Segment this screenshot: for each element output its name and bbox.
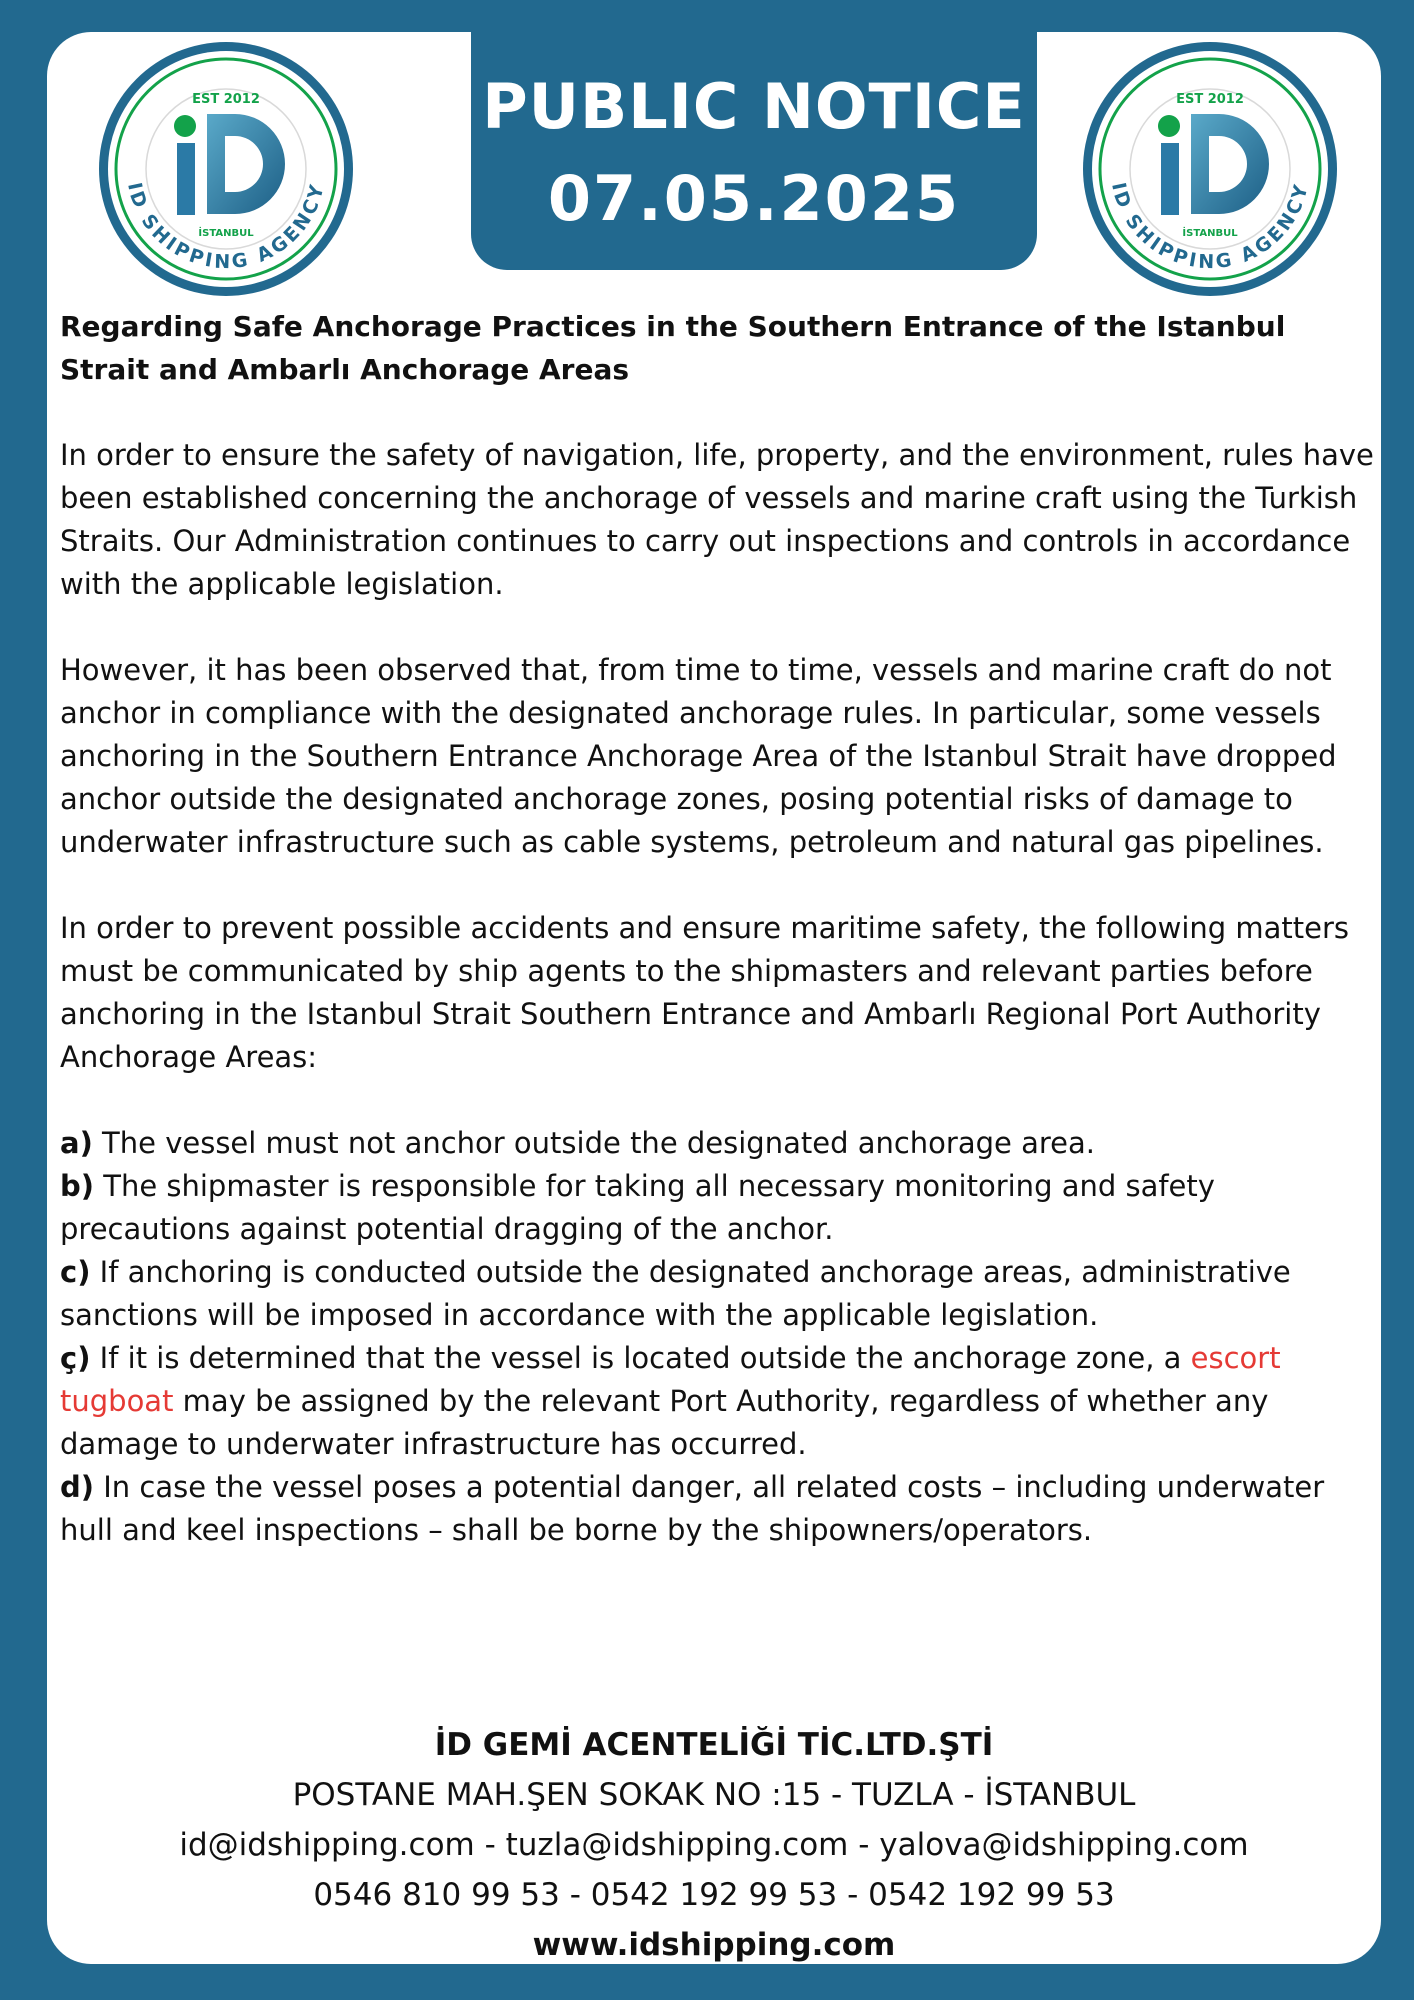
notice-paragraph: In order to prevent possible accidents and ensure maritime safety, the following matters must be communicated by ship agents to the shipmasters and relevant parties before anchoring in the Istanbul Strait Southern Entrance and Ambarlı Regional Port Authority Anchorage Areas: — [60, 911, 1350, 1074]
notice-body — [60, 305, 1380, 1552]
logo-name-text: ID SHIPPING AGENCY — [123, 180, 330, 274]
contact-footer — [47, 1720, 1381, 1970]
notice-title: PUBLIC NOTICE — [482, 70, 1026, 143]
company-logo-right — [1081, 40, 1339, 298]
rule-text: In case the vessel poses a potential danger, all related costs – including underwater hull and keel inspections – shall be borne by the shipowners/operators. — [60, 1470, 1325, 1547]
rule-label: c) — [60, 1255, 91, 1289]
logo-est-text: EST 2012 — [1176, 92, 1244, 107]
notice-subject: Regarding Safe Anchorage Practices in the Southern Entrance of the Istanbul Strait and Ambarlı Anchorage Areas — [60, 310, 1286, 386]
rule-item-c-cedilla — [60, 1337, 1380, 1466]
company-address: POSTANE MAH.ŞEN SOKAK NO :15 - TUZLA - İSTANBUL — [292, 1777, 1136, 1813]
notice-paragraph: However, it has been observed that, from time to time, vessels and marine craft do not anchor in compliance with the designated anchorage rules. In particular, some vessels anchoring in the Southern Entrance Anchorage Area of the Istanbul Strait have dropped anchor outside the designated anchorage zones, posing potential risks of damage to underwater infrastructure such as cable systems, petroleum and natural gas pipelines. — [60, 653, 1337, 859]
company-phones: 0546 810 99 53 - 0542 192 99 53 - 0542 192 99 53 — [313, 1877, 1115, 1913]
rule-label: a) — [60, 1126, 93, 1160]
rule-label: b) — [60, 1169, 95, 1203]
company-name: İD GEMİ ACENTELİĞİ TİC.LTD.ŞTİ — [434, 1727, 994, 1763]
company-emails[interactable]: id@idshipping.com - tuzla@idshipping.com - yalova@idshipping.com — [179, 1827, 1249, 1863]
logo-name-text: ID SHIPPING AGENCY — [1107, 180, 1314, 274]
logo-city-text: İSTANBUL — [1182, 228, 1238, 239]
rule-text: The shipmaster is responsible for taking all necessary monitoring and safety precautions against potential dragging of the anchor. — [60, 1169, 1215, 1246]
rule-text: If anchoring is conducted outside the designated anchorage areas, administrative sanctions will be imposed in accordance with the applicable legislation. — [60, 1255, 1291, 1332]
notice-banner — [471, 32, 1037, 270]
rule-text: The vessel must not anchor outside the designated anchorage area. — [92, 1126, 1095, 1160]
logo-est-text: EST 2012 — [192, 92, 260, 107]
rule-item-c — [60, 1251, 1380, 1337]
rule-text: may be assigned by the relevant Port Authority, regardless of whether any damage to underwater infrastructure has occurred. — [60, 1384, 1269, 1461]
notice-date: 07.05.2025 — [547, 162, 961, 235]
logo-city-text: İSTANBUL — [198, 228, 254, 239]
rule-text: If it is determined that the vessel is located outside the anchorage zone, a — [90, 1341, 1191, 1375]
highlighted-term: escort tugboat — [60, 1341, 1281, 1418]
rule-label: d) — [60, 1470, 95, 1504]
rule-item-b — [60, 1165, 1380, 1251]
notice-paragraph: In order to ensure the safety of navigation, life, property, and the environment, rules have been established concerning the anchorage of vessels and marine craft using the Turkish Straits. Our Administration continues to carry out inspections and controls in accordance with the applicable legislation. — [60, 438, 1374, 601]
rule-item-a — [60, 1122, 1380, 1165]
rule-label: ç) — [60, 1341, 91, 1375]
company-website-link[interactable]: www.idshipping.com — [532, 1927, 896, 1963]
company-logo-left — [97, 40, 355, 298]
rule-item-d — [60, 1466, 1380, 1552]
